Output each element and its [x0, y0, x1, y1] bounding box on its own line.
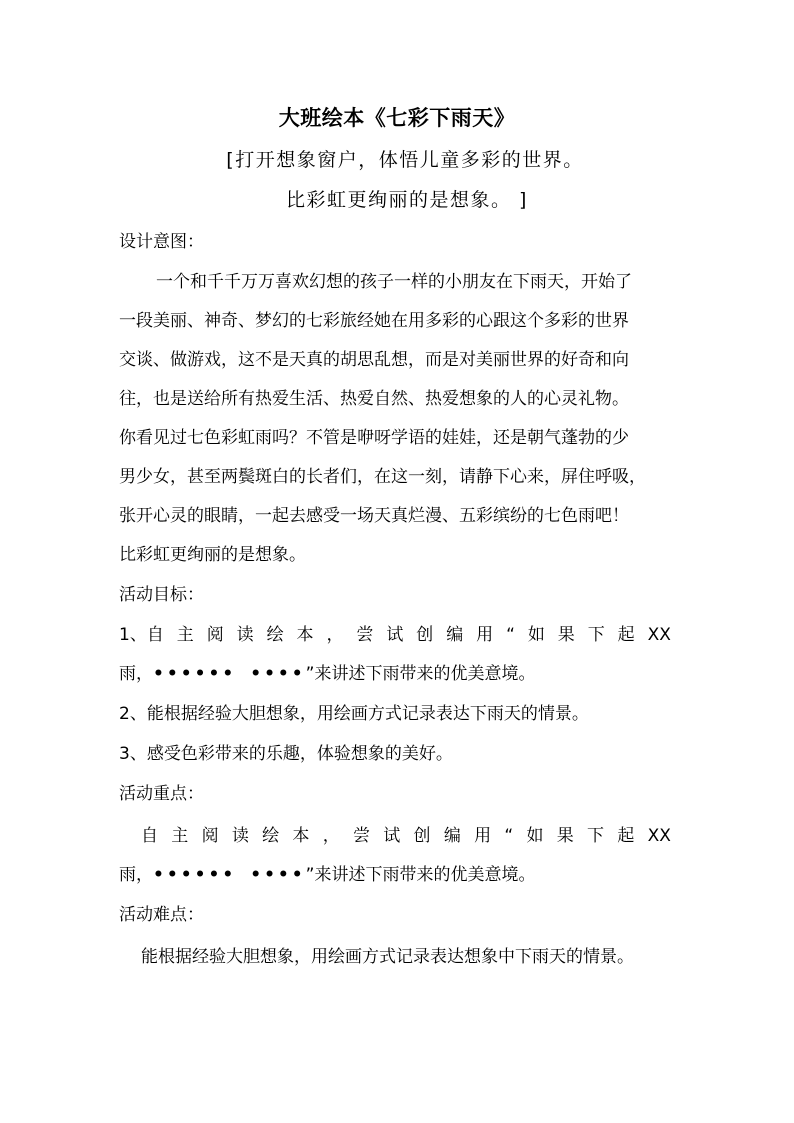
goal-1-prefix: 雨，: [119, 664, 153, 684]
focus-char: 果: [556, 826, 574, 846]
goal-1-char: XX: [647, 625, 671, 645]
goal-1-char: 主: [176, 625, 194, 645]
goal-1-line-1: [119, 621, 671, 649]
focus-suffix: ”来讲述下雨带来的优美意境。: [305, 865, 536, 885]
focus-char: 本: [292, 826, 310, 846]
document-title: 大班绘本《七彩下雨天》: [278, 106, 516, 130]
focus-char: 阅: [201, 826, 219, 846]
focus-char: 创: [413, 826, 431, 846]
design-intent-line: 交谈、做游戏，这不是天真的胡思乱想，而是对美丽世界的好奇和向: [119, 350, 629, 370]
ellipsis-dots: ••••: [250, 664, 306, 684]
focus-char: XX: [647, 826, 671, 846]
ellipsis-dots: ••••••: [153, 865, 237, 885]
goal-1-char: 绘: [266, 625, 284, 645]
goal-1-char: 如: [527, 625, 545, 645]
goal-1-char: 试: [386, 625, 404, 645]
goal-2: 2、能根据经验大胆想象，用绘画方式记录表达下雨天的情景。: [119, 704, 589, 724]
goal-1-char: 用: [476, 625, 494, 645]
goal-1-char: 创: [416, 625, 434, 645]
design-intent-heading: 设计意图：: [119, 232, 204, 252]
goal-1-char: 本: [296, 625, 314, 645]
focus-line-1: [141, 822, 671, 850]
ellipsis-dots: ••••••: [153, 664, 237, 684]
subtitle-line-2: 比彩虹更绚丽的是想象。 ]: [286, 189, 528, 211]
design-intent-line: 往，也是送给所有热爱生活、热爱自然、热爱想象的人的心灵礼物。: [119, 389, 629, 409]
goal-1-char: 1、自: [119, 625, 164, 645]
difficulty-text: 能根据经验大胆想象，用绘画方式记录表达想象中下雨天的情景。: [141, 947, 634, 967]
subtitle-line-1: [打开想象窗户，体悟儿童多彩的世界。: [226, 149, 584, 171]
focus-char: 试: [383, 826, 401, 846]
goal-1-char: 编: [446, 625, 464, 645]
goal-1-char: 尝: [356, 625, 374, 645]
goal-1-char: 读: [236, 625, 254, 645]
design-intent-line: 男少女，甚至两鬓斑白的长者们，在这一刻，请静下心来，屏住呼吸，: [119, 467, 646, 487]
goal-1-line-2: [119, 660, 679, 688]
design-intent-line: 一个和千千万万喜欢幻想的孩子一样的小朋友在下雨天，开始了: [156, 272, 632, 292]
goal-1-suffix: ”来讲述下雨带来的优美意境。: [305, 664, 536, 684]
focus-char: 主: [171, 826, 189, 846]
goal-1-char: 阅: [206, 625, 224, 645]
focus-heading: 活动重点：: [119, 784, 204, 804]
goal-1-char: “: [506, 625, 515, 645]
focus-char: “: [504, 826, 514, 846]
goal-3: 3、感受色彩带来的乐趣，体验想象的美好。: [119, 744, 453, 764]
design-intent-line: 比彩虹更绚丽的是想象。: [119, 545, 306, 565]
focus-char: 下: [587, 826, 605, 846]
goal-1-char: 果: [557, 625, 575, 645]
focus-char: 如: [526, 826, 544, 846]
ellipsis-dots: ••••: [250, 865, 306, 885]
goals-heading: 活动目标：: [119, 585, 204, 605]
focus-char: 绘: [262, 826, 280, 846]
difficulty-heading: 活动难点：: [119, 905, 204, 925]
focus-char: 读: [231, 826, 249, 846]
focus-char: ，: [322, 826, 340, 846]
focus-char: 尝: [352, 826, 370, 846]
design-intent-line: 张开心灵的眼睛，一起去感受一场天真烂漫、五彩缤纷的七色雨吧！: [119, 506, 629, 526]
focus-line-2: [119, 861, 679, 889]
goal-1-char: ，: [326, 625, 344, 645]
design-intent-line: 你看见过七色彩虹雨吗？不管是咿呀学语的娃娃，还是朝气蓬勃的少: [119, 428, 629, 448]
focus-prefix: 雨，: [119, 865, 153, 885]
design-intent-line: 一段美丽、神奇、梦幻的七彩旅经她在用多彩的心跟这个多彩的世界: [119, 311, 629, 331]
focus-char: 用: [474, 826, 492, 846]
goal-1-char: 下: [587, 625, 605, 645]
focus-char: 起: [617, 826, 635, 846]
focus-char: 编: [443, 826, 461, 846]
goal-1-char: 起: [617, 625, 635, 645]
focus-char: 自: [141, 826, 158, 846]
